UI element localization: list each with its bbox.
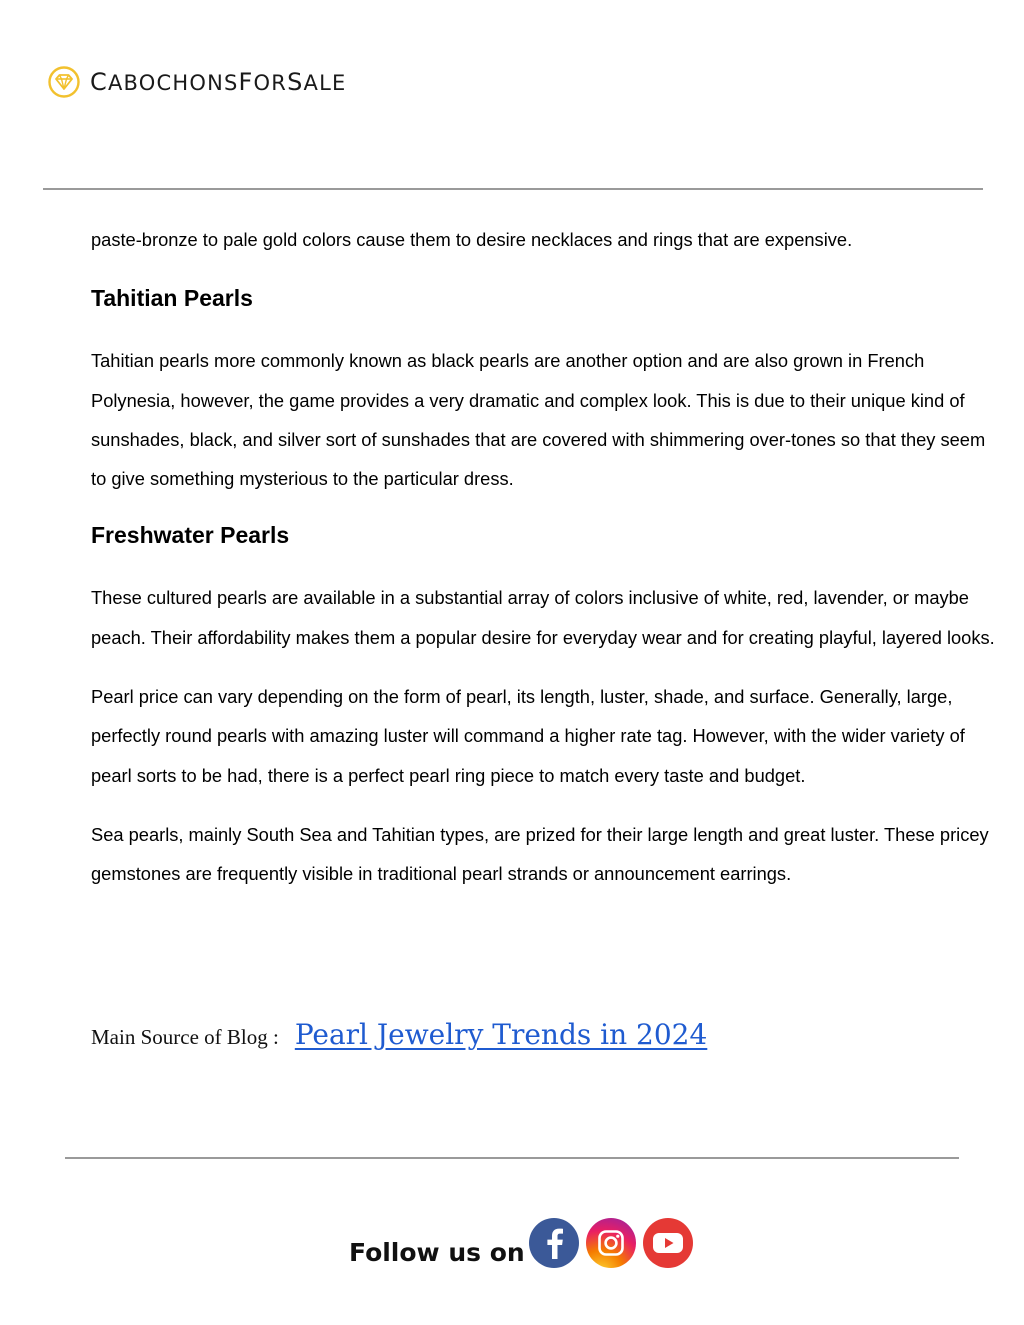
paragraph-tahitian: Tahitian pearls more commonly known as black pearls are another option and are also grown in French Polynesia, however, the game provides a very dramatic and complex look. This is due to their unique kind of sunshades, black, and silver sort of sunshades that are covered with shimmering over-tones so that they seem to give something mysterious to the particular dress. <box>91 350 986 490</box>
article-body <box>91 220 1001 894</box>
follow-us-text: Follow us on <box>349 1238 525 1267</box>
paragraph-freshwater-3: Sea pearls, mainly South Sea and Tahitian types, are prized for their large length and great luster. These pricey gemstones are frequently visible in traditional pearl strands or announcement earrings. <box>91 823 989 885</box>
social-links <box>529 1218 693 1268</box>
source-link[interactable]: Pearl Jewelry Trends in 2024 <box>294 1018 708 1051</box>
paragraph-freshwater-1: These cultured pearls are available in a substantial array of colors inclusive of white, red, lavender, or maybe peach. Their affordability makes them a popular desire for everyday wear and for creating playful, layered looks. <box>91 587 995 648</box>
brand-wordmark[interactable]: CABOCHONSFORSALE <box>90 68 347 96</box>
paragraph-freshwater-2: Pearl price can vary depending on the form of pearl, its length, luster, shade, and surface. Generally, large, perfectly round pearls with amazing luster will command a higher rate tag. However, with the wider variety of pearl sorts to be had, there is a perfect pearl ring piece to match every taste and budget. <box>91 686 965 786</box>
youtube-icon <box>652 1231 684 1255</box>
footer-divider <box>65 1157 959 1159</box>
instagram-icon <box>597 1229 625 1257</box>
section-heading-tahitian: Tahitian Pearls <box>91 285 253 312</box>
source-label: Main Source of Blog : <box>91 1025 279 1049</box>
facebook-link[interactable] <box>529 1218 579 1268</box>
facebook-icon <box>542 1227 566 1259</box>
header-divider <box>43 188 983 190</box>
site-header <box>48 66 346 98</box>
lead-paragraph: paste-bronze to pale gold colors cause them to desire necklaces and rings that are expensive. <box>91 229 853 250</box>
source-line <box>91 1018 707 1051</box>
section-heading-freshwater: Freshwater Pearls <box>91 522 290 549</box>
instagram-link[interactable] <box>586 1218 636 1268</box>
youtube-link[interactable] <box>643 1218 693 1268</box>
gem-logo-icon <box>48 66 80 98</box>
